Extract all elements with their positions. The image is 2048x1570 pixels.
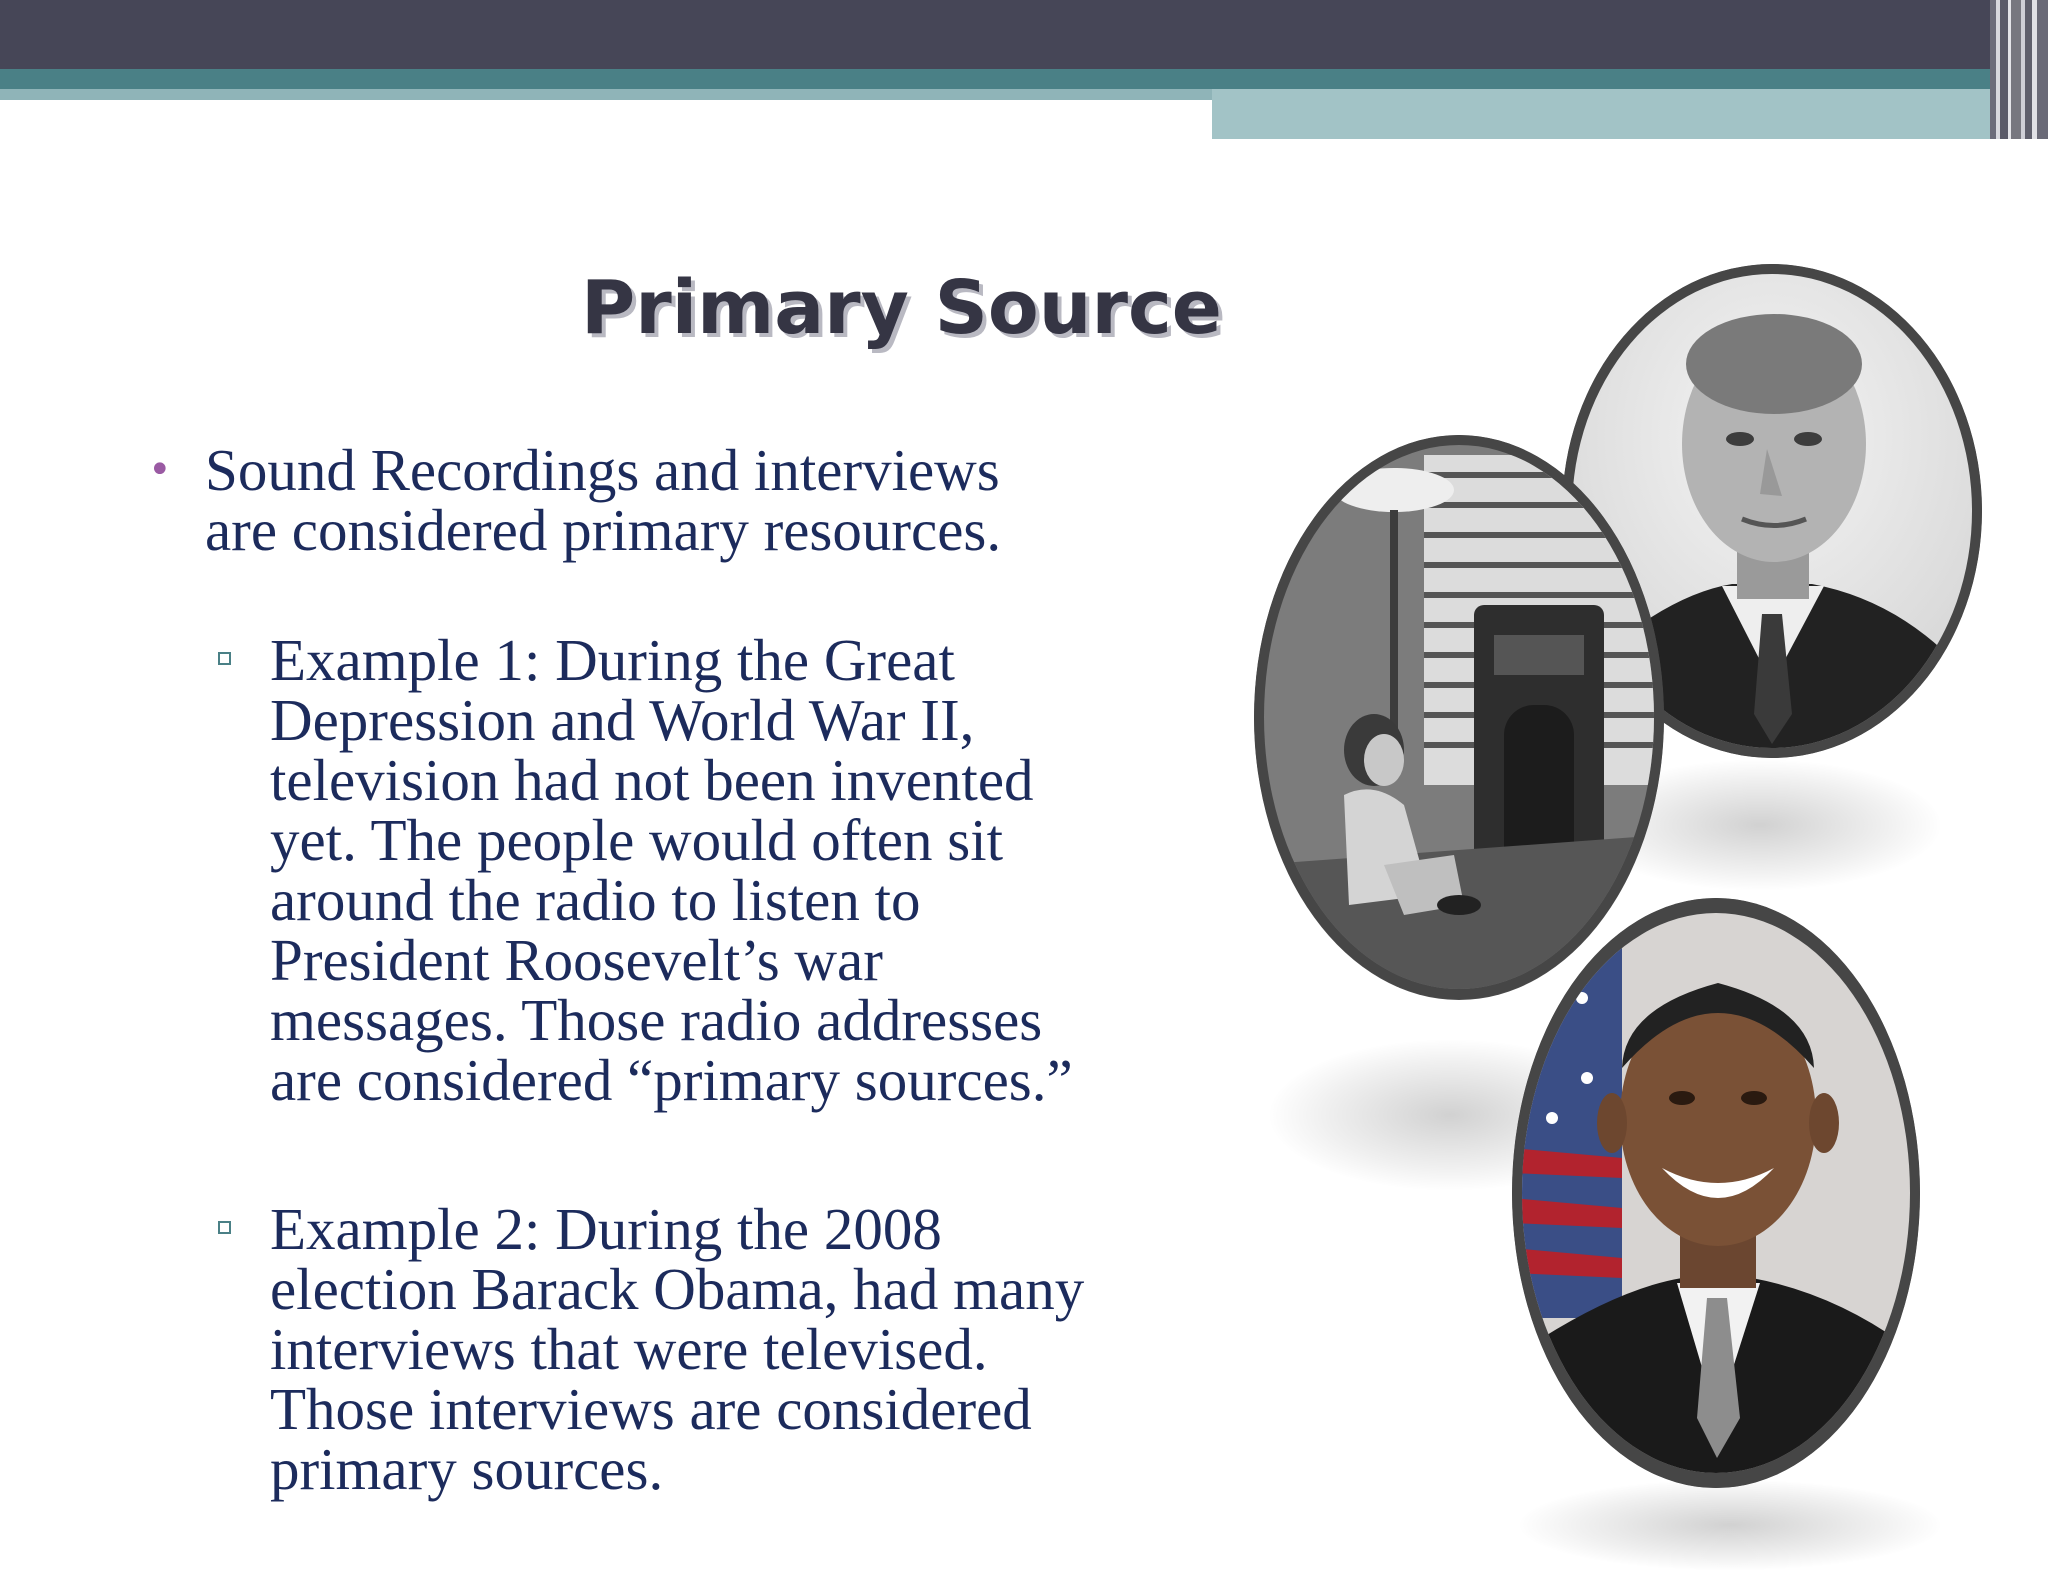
example-1-text xyxy=(270,627,1250,1113)
header-bar-light xyxy=(1212,89,2048,139)
example-line: interviews that were televised. xyxy=(270,1316,988,1382)
example-line: Example 2: During the 2008 xyxy=(270,1196,942,1262)
main-bullet-line: are considered primary resources. xyxy=(205,497,1002,563)
girl-listening-radio xyxy=(1254,435,1664,1000)
main-bullet-text xyxy=(205,437,1185,563)
example-line: primary sources. xyxy=(270,1436,664,1502)
header-bar-dark xyxy=(0,0,2048,69)
example-line: Those interviews are considered xyxy=(270,1376,1032,1442)
example-line: Example 1: During the Great xyxy=(270,627,955,693)
example-2-text xyxy=(270,1196,1250,1502)
example-line: election Barack Obama, had many xyxy=(270,1256,1085,1322)
header-bar-thin xyxy=(0,89,1212,100)
example-line: messages. Those radio addresses xyxy=(270,987,1043,1053)
photo-icon xyxy=(1254,435,1664,1000)
example-line: are considered “primary sources.” xyxy=(270,1047,1073,1113)
obama-portrait xyxy=(1512,898,1920,1488)
example-line: President Roosevelt’s war xyxy=(270,927,883,993)
main-bullet-line: Sound Recordings and interviews xyxy=(205,437,1000,503)
square-bullet-icon xyxy=(218,1221,231,1234)
slide-title: Primary Source xyxy=(581,265,1222,351)
photo-shadow xyxy=(1520,1480,1940,1570)
header-stripes xyxy=(1990,0,2048,139)
example-line: television had not been invented xyxy=(270,747,1034,813)
example-line: around the radio to listen to xyxy=(270,867,921,933)
square-bullet-icon xyxy=(218,652,231,665)
example-line: yet. The people would often sit xyxy=(270,807,1003,873)
bullet-dot-icon: • xyxy=(148,447,172,493)
example-line: Depression and World War II, xyxy=(270,687,975,753)
portrait-photo-icon xyxy=(1512,898,1920,1488)
